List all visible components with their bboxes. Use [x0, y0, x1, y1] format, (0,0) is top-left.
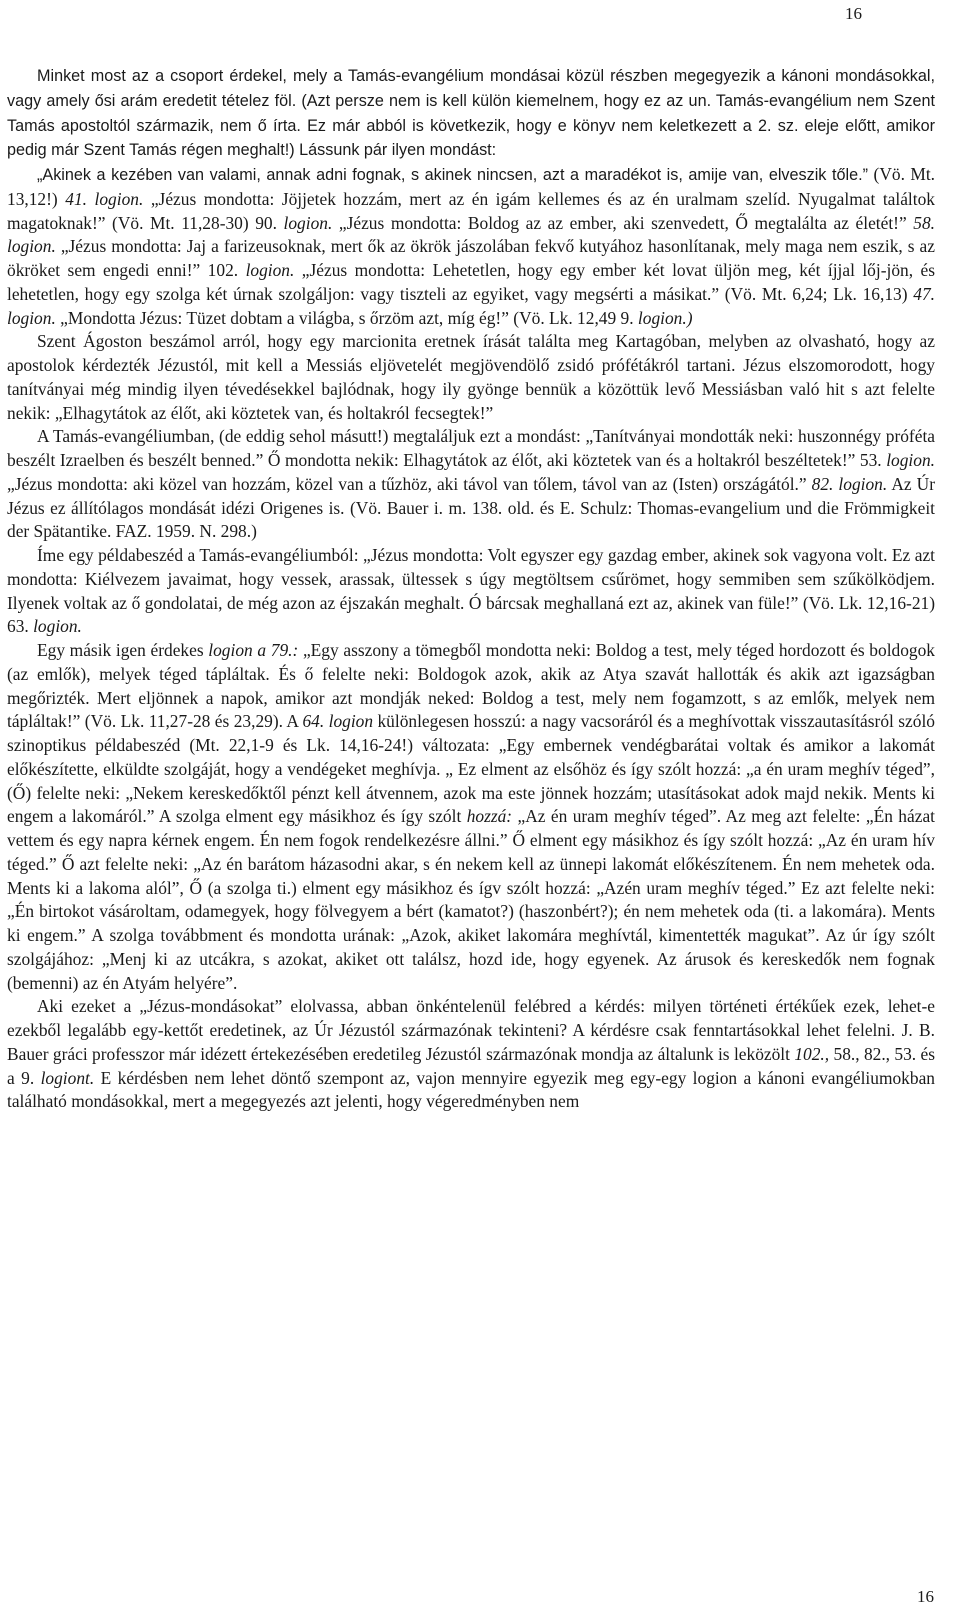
- page-number-bottom: 16: [917, 1587, 934, 1606]
- text-run: 58., 82., 53. és a 9.: [7, 1043, 935, 1088]
- text-run: logion.: [33, 616, 82, 637]
- text-run: Szent Ágoston beszámol arról, hogy egy marcionita eretnek írását találta meg Kartagóban, melyben az olvasható, hogy az apostolok kérdezték Jézustól, mit kell a Messiás eljövetelét megjövendölő zsidó prófétákról tartani. Jézus elszomorodott, hogy tanítványai még mindig ilyen tévedésekkel bajlódnak, hogy ily gyönge bennük a közöttük levő Messiásban való hit s azt felelte nekik: „Elhagytátok az élőt, aki köztetek van, és holtakról fecsegtek!”: [7, 331, 935, 423]
- text-run: Az Úr Jézus ez állítólagos mondását idézi Origenes is. (Vö. Bauer i. m. 138. old. és E. Schulz: Thomas-evangelium und die Frömmigkeit der Spätantike. FAZ. 1959. N. 298.): [7, 473, 935, 542]
- text-run: „Jézus mondotta: Jaj a farizeusoknak, mert ők az ökrök jászolában fekvő kutyához hasonlítanak, mely maga nem eszik, s az ökröket sem engedi enni!” 102.: [7, 236, 935, 280]
- paragraph: [7, 163, 935, 330]
- text-run: „Jézus mondotta: Boldog az az ember, aki szenvedett, Ő megtalálta az életét!”: [332, 212, 914, 233]
- text-run: logion.: [245, 260, 295, 280]
- text-run: „Jézus mondotta: Lehetetlen, hogy egy ember két lovat üljön meg, két íjjal lőj-jön, és lehetetlen, hogy egy szolga két úrnak szolgáljon: vagy tiszteli az egyiket, vagy megsérti a másikat.” (Vö. Mt. 6,24; Lk. 16,13): [7, 260, 935, 304]
- text-run: 58. logion.: [7, 212, 935, 257]
- paragraph: [7, 639, 935, 995]
- text-run: Íme egy példabeszéd a Tamás-evangéliumból: „Jézus mondotta: Volt egyszer egy gazdag ember, akinek sok vagyona volt. Ez azt mondotta: Kiélvezem javaimat, hogy vessek, arassak, ültessek s úgy megtöltsem csűrömet, hogy semmiben sem szűkölködjem. Ilyenek voltak az ő gondolatai, de még azon az éjszakán meghalt. Ó bárcsak meghallaná ezt az, akinek van füle!” (Vö. Lk. 12,16-21) 63.: [7, 545, 935, 637]
- text-run: Aki ezeket a „Jézus-mondásokat” elolvassa, abban önkéntelenül felébred a kérdés: milyen történeti értékűek ezek, lehet-e ezekből legalább egy-kettőt eredetinek, az Úr Jézustól származónak tekinteni? A kérdésre csak fenntartásokkal lehet felelni. J. B. Bauer gráci professzor már idézett értekezésében eredetileg Jézustól származónak mondja az általunk is leközölt: [7, 996, 935, 1064]
- paragraph: [7, 425, 935, 544]
- paragraph: [7, 330, 935, 425]
- text-run: (Vö. Mt. 13,12!): [7, 164, 936, 209]
- text-run: 41. logion.: [65, 188, 144, 209]
- text-run: „Az én uram meghív téged”. Az meg azt felelte: „Én házat vettem és egy napra kérnek engem. Én nem fogok rendelkezésre állni.” Ő elment egy másikhoz és így szólt hozzá: „Az én uram hív téged.” Ő azt felelte neki: „Az én barátom házasodni akar, s én nekem kell az ünnepi lakomát előkészítenem. Én nem mehetek oda. Ments ki a lakoma alól”, Ő (a szolga ti.) elment egy másikhoz és ígv szólt hozzá: „Azén uram meghív téged.” Ez azt felelte neki: „Én birtokot vásároltam, odamegyek, hogy fölvegyem a bért (kamatot?) (haszonbért?); én nem mehetek oda (ti. a lakomára). Ments ki engem.” A szolga továbbment és mondotta urának: „Azok, akiket lakomára meghívtál, kimentették magukat”. Az úr így szólt szolgájához: „Menj ki az utcákra, s azokat, akiket ott találsz, hozd ide, hogy egyenek. Az árusok és kereskedők nem fognak (bemenni) az én Atyám helyére”.: [7, 806, 935, 993]
- text-run: logion.): [637, 307, 693, 328]
- text-run: E kérdésben nem lehet döntő szempont az, vajon mennyire egyezik meg egy-egy logion a kánoni evangéliumokban található mondásokkal, mert a megegyezés azt jelenti, hogy végeredményben nem: [7, 1067, 935, 1112]
- text-run: „Jézus mondotta: Jöjjetek hozzám, mert az én igám kellemes és az én uralmam szelíd. Nyugalmat találtok magatoknak!” (Vö. Mt. 11,28-30) 90.: [7, 188, 935, 233]
- text-run: 47. logion.: [7, 283, 935, 328]
- text-run: 64. logion: [302, 711, 374, 732]
- document-body: [7, 64, 935, 1114]
- text-run: Minket most az a csoport érdekel, mely a Tamás-evangélium mondásai közül részben megegyezik a kánoni mondásokkal, vagy amely ősi arám eredetit tételez föl. (Azt persze nem is kell külön kiemelnem, hogy ez az un. Tamás-evangélium nem Szent Tamás apostoltól származik, nem ő írta. Ez már abból is következik, hogy e könyv nem keletkezett a 2. sz. eleje előtt, amikor pedig már Szent Tamás régen meghalt!) Lássunk pár ilyen mondást:: [7, 67, 935, 160]
- text-run: különlegesen hosszú: a nagy vacsoráról és a meghívottak visszautasításról szóló szinoptikus példabeszéd (Mt. 22,1-9 és Lk. 14,16-24!) változata: „Egy embernek vendégbarátai voltak és amikor a lakomát előkészítette, elküldte szolgáját, hogy a vendégeket meghívja. „ Ez elment az elsőhöz és így szólt hozzá: „a én uram meghív téged”, (Ő) felelte neki: „Nekem kereskedőktől pénzt kell átvennem, azok ma este jönnek hozzám; utasításokat adok majd nekik. Ments ki engem a lakomáról.” A szolga elment egy másikhoz és így szólt: [7, 711, 935, 827]
- paragraph: [7, 544, 935, 639]
- text-run: „Mondotta Jézus: Tüzet dobtam a világba, s őrzöm azt, míg ég!” (Vö. Lk. 12,49 9.: [55, 307, 638, 328]
- text-run: A Tamás-evangéliumban, (de eddig sehol másutt!) megtaláljuk ezt a mondást: „Tanítványai mondották neki: huszonnégy próféta beszélt Izraelben és beszélt benned.” Ő mondotta nekik: Elhagytátok az élőt, aki köztetek van és a holtakról beszéltetek!” 53.: [7, 426, 935, 470]
- text-run: 102.,: [794, 1043, 830, 1064]
- text-run: „Egy asszony a tömegből mondotta neki: Boldog a test, mely téged hordozott és boldogok (az emlők), melyek téged tápláltak. És ő felelte neki: Boldogok azok, akik az Atya szavát hallották és akik azt igazságban megőrizték. Mert eljönnek a napok, amikor azt mondják neked: Boldog a test, mely nem fogamzott, s az emlők, melyek nem tápláltak!” (Vö. Lk. 11,27-28 és 23,29). A: [7, 640, 935, 732]
- text-run: logion.: [283, 212, 333, 233]
- text-run: logion.: [886, 450, 935, 470]
- text-run: Egy másik igen érdekes: [37, 640, 209, 660]
- page-number-top: 16: [845, 4, 862, 23]
- text-run: logion a 79.:: [208, 640, 299, 660]
- text-run: „Jézus mondotta: aki közel van hozzám, közel van a tűzhöz, aki távol van tőlem, távol van az (Isten) országától.”: [7, 473, 812, 494]
- text-run: 82. logion.: [811, 473, 888, 494]
- text-run: logiont.: [40, 1067, 95, 1088]
- text-run: hozzá:: [466, 806, 513, 827]
- paragraph: [7, 995, 935, 1114]
- paragraph: [7, 64, 935, 163]
- text-run: „Akinek a kezében van valami, annak adni fognak, s akinek nincsen, azt a maradékot is, amije van, elveszik tőle.”: [37, 166, 874, 184]
